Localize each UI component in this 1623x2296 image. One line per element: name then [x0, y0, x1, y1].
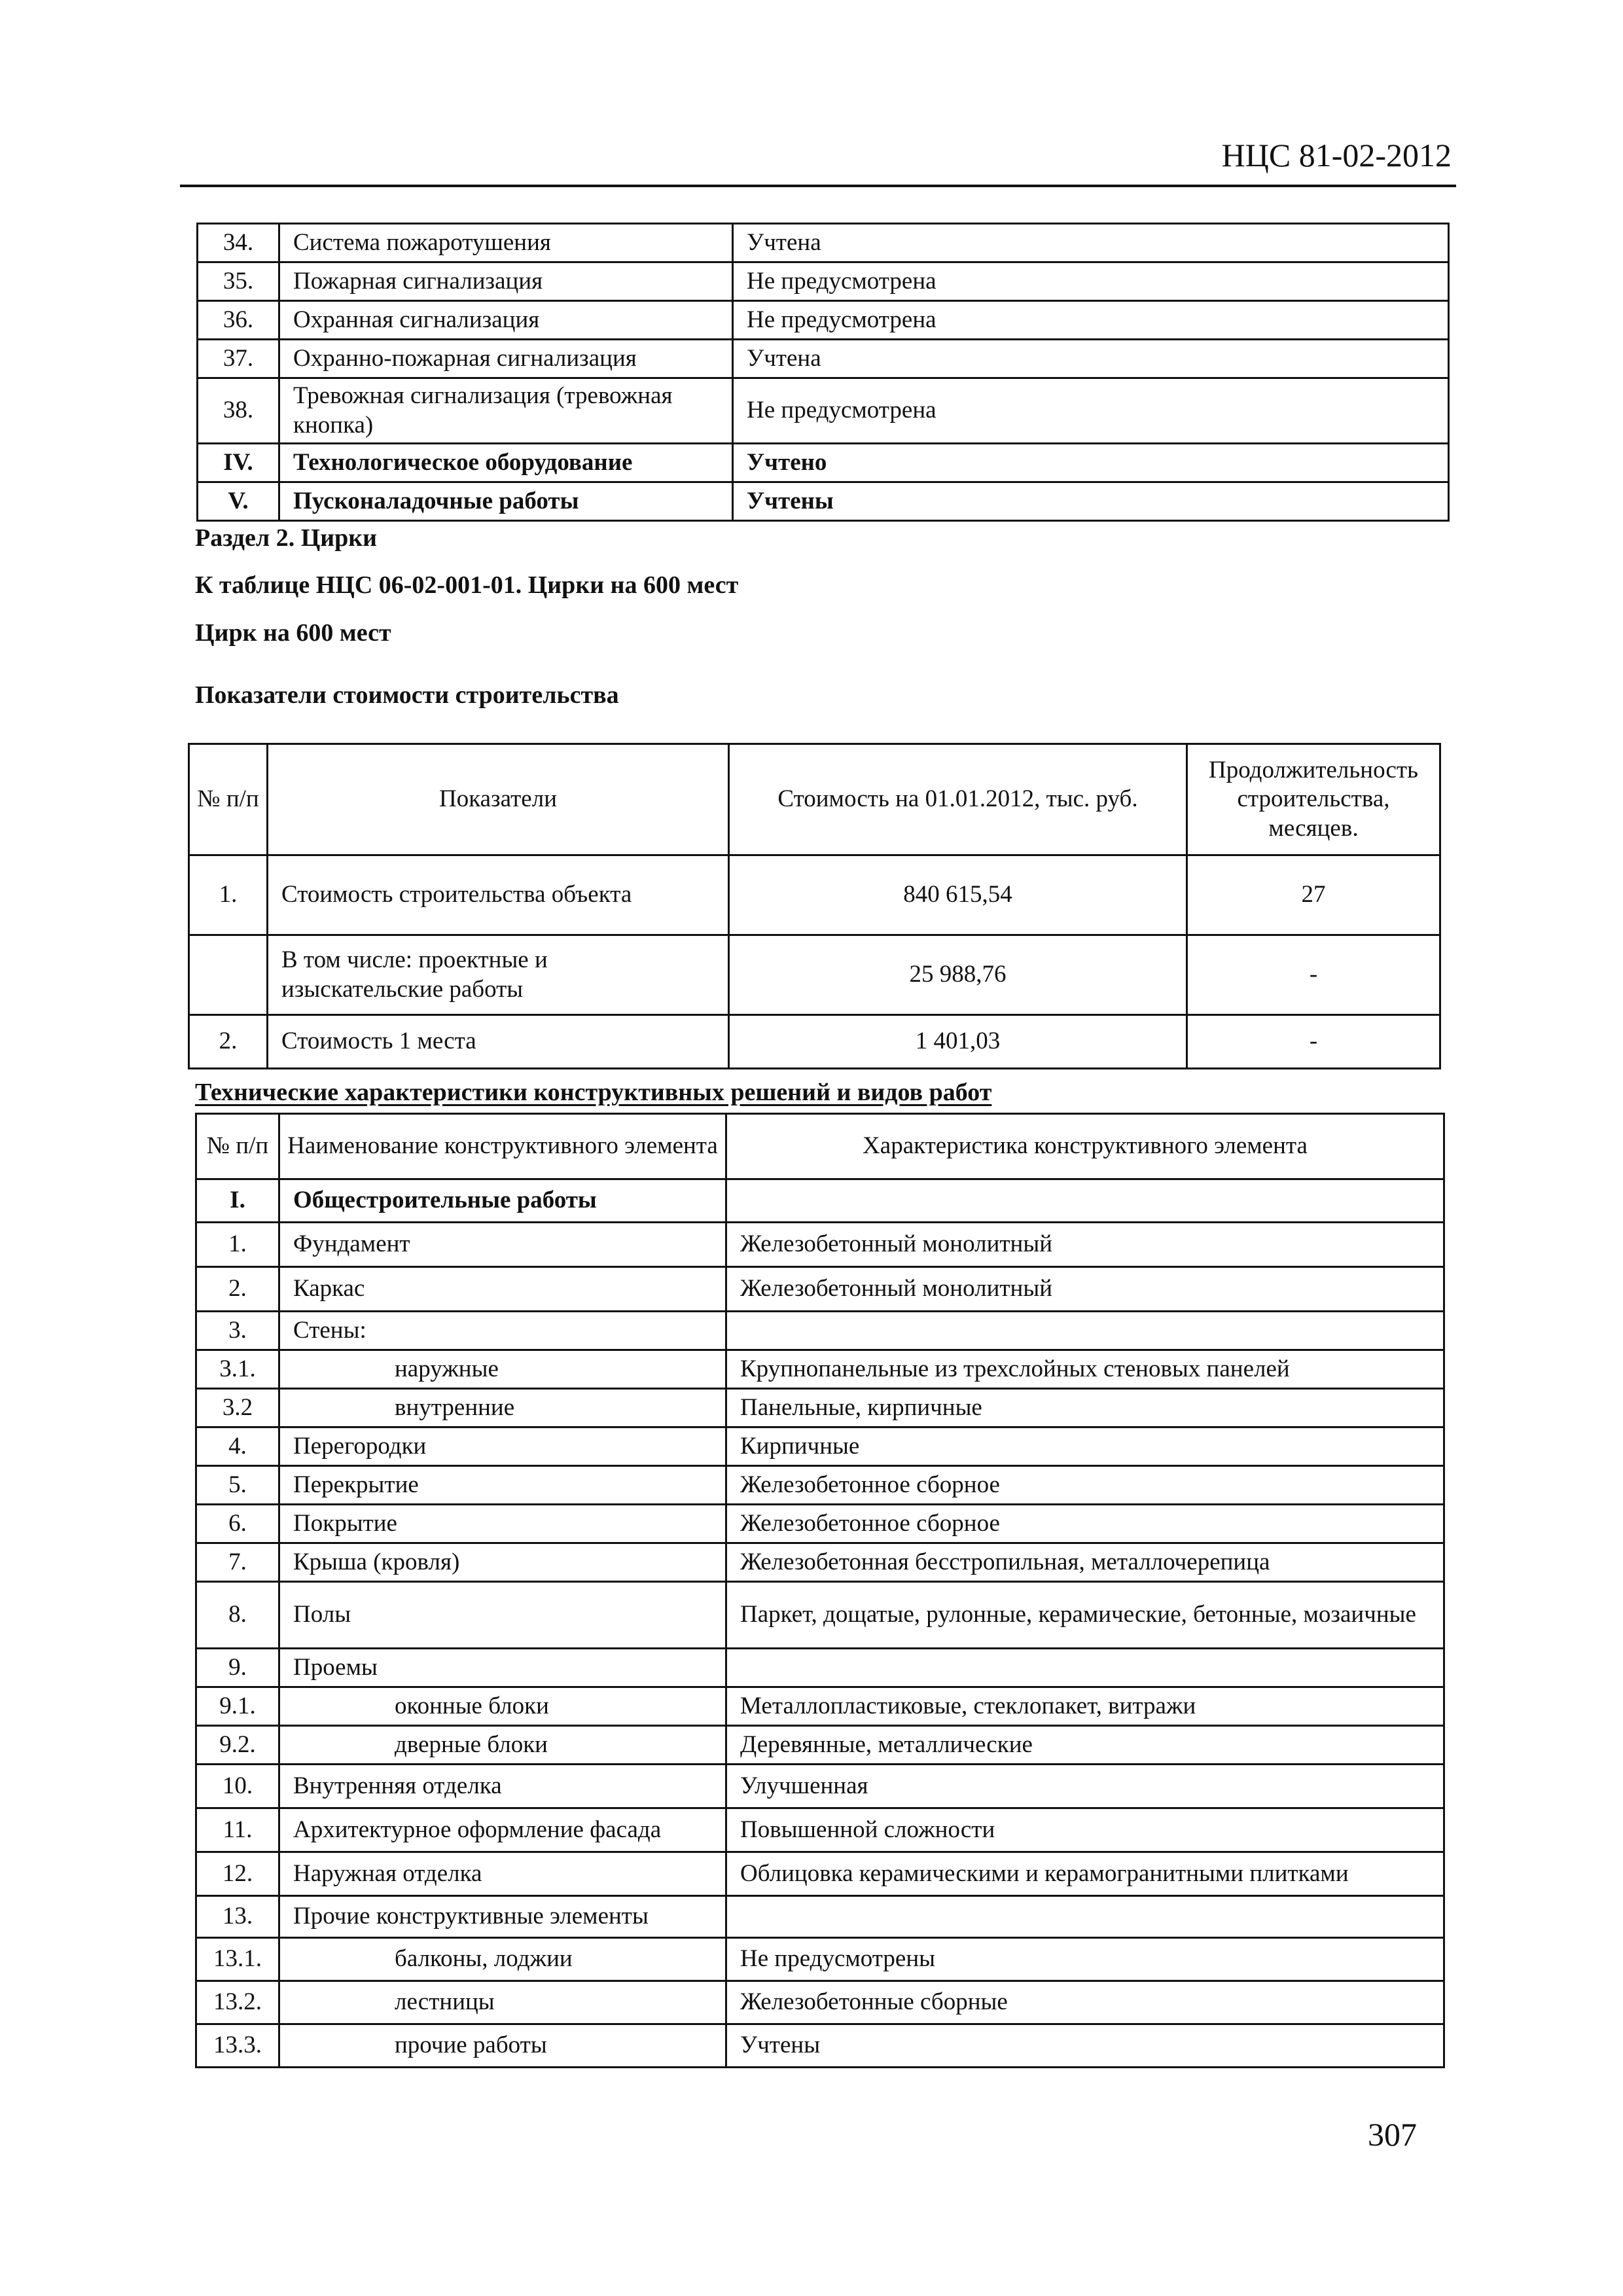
row-duration: 27 [1187, 855, 1440, 935]
table-row [189, 855, 1440, 935]
table-header-row [196, 1114, 1444, 1179]
row-characteristic: Не предусмотрены [726, 1938, 1444, 1981]
row-element: Архитектурное оформление фасада [279, 1808, 726, 1852]
table-row [196, 1179, 1444, 1223]
table-row [196, 1427, 1444, 1466]
table-row [196, 1350, 1444, 1389]
row-number: 9. [196, 1649, 279, 1687]
row-indicator: Стоимость 1 места [268, 1015, 729, 1069]
table-row [196, 1896, 1444, 1938]
row-value: Учтена [733, 340, 1449, 378]
page-number: 307 [1368, 2116, 1417, 2153]
table-row [189, 935, 1440, 1015]
table-row [196, 1808, 1444, 1852]
row-element: балконы, лоджии [279, 1938, 726, 1981]
table-row [196, 1543, 1444, 1582]
row-number: 3. [196, 1312, 279, 1350]
row-number: 36. [198, 301, 279, 340]
header-cost: Стоимость на 01.01.2012, тыс. руб. [729, 744, 1187, 855]
row-value: Учтено [733, 444, 1449, 482]
table-row [196, 2024, 1444, 2068]
row-characteristic: Железобетонный монолитный [726, 1223, 1444, 1267]
row-cost: 1 401,03 [729, 1015, 1187, 1069]
row-name: Пожарная сигнализация [279, 262, 733, 301]
row-value: Учтена [733, 224, 1449, 262]
row-number: 13.2. [196, 1981, 279, 2024]
row-characteristic: Металлопластиковые, стеклопакет, витражи [726, 1687, 1444, 1726]
row-element: Покрытие [279, 1505, 726, 1543]
document-code: НЦС 81-02-2012 [1221, 137, 1452, 173]
row-characteristic: Учтены [726, 2024, 1444, 2068]
row-duration: - [1187, 1015, 1440, 1069]
row-number: 7. [196, 1543, 279, 1582]
header-num: № п/п [189, 744, 268, 855]
row-characteristic: Крупнопанельные из трехслойных стеновых панелей [726, 1350, 1444, 1389]
row-number: 34. [198, 224, 279, 262]
table-row [196, 1726, 1444, 1765]
row-number: 9.2. [196, 1726, 279, 1765]
row-name: Тревожная сигнализация (тревожная кнопка) [279, 378, 733, 444]
row-characteristic: Железобетонные сборные [726, 1981, 1444, 2024]
table-row [196, 1505, 1444, 1543]
row-number: 9.1. [196, 1687, 279, 1726]
tech-heading: Технические характеристики конструктивных решений и видов работ [195, 1079, 992, 1106]
row-number: 35. [198, 262, 279, 301]
top-table [196, 223, 1450, 522]
row-name: Система пожаротушения [279, 224, 733, 262]
row-characteristic: Улучшенная [726, 1765, 1444, 1808]
row-characteristic [726, 1896, 1444, 1938]
table-row [198, 262, 1449, 301]
table-reference: К таблице НЦС 06-02-001-01. Цирки на 600 мест [195, 571, 739, 599]
row-number: 10. [196, 1765, 279, 1808]
table-row [196, 1981, 1444, 2024]
row-value: Не предусмотрена [733, 378, 1449, 444]
row-characteristic: Железобетонный монолитный [726, 1267, 1444, 1312]
row-number: 6. [196, 1505, 279, 1543]
table-row [196, 1649, 1444, 1687]
row-number: IV. [198, 444, 279, 482]
row-number: 2. [189, 1015, 268, 1069]
row-name: Охранно-пожарная сигнализация [279, 340, 733, 378]
row-number: 8. [196, 1582, 279, 1649]
row-element: Перегородки [279, 1427, 726, 1466]
row-value: Не предусмотрена [733, 301, 1449, 340]
row-characteristic: Кирпичные [726, 1427, 1444, 1466]
header-duration: Продолжительность строительства, месяцев. [1187, 744, 1440, 855]
row-element: внутренние [279, 1389, 726, 1427]
row-element: Каркас [279, 1267, 726, 1312]
row-characteristic [726, 1312, 1444, 1350]
table-row [198, 378, 1449, 444]
row-indicator: В том числе: проектные и изыскательские работы [268, 935, 729, 1015]
row-number: 12. [196, 1852, 279, 1896]
row-number: I. [196, 1179, 279, 1223]
object-title: Цирк на 600 мест [195, 619, 391, 647]
row-characteristic [726, 1649, 1444, 1687]
row-element: дверные блоки [279, 1726, 726, 1765]
row-element: Проемы [279, 1649, 726, 1687]
header-rule [180, 185, 1456, 187]
row-number: 11. [196, 1808, 279, 1852]
row-element: Стены: [279, 1312, 726, 1350]
row-element: наружные [279, 1350, 726, 1389]
row-characteristic: Повышенной сложности [726, 1808, 1444, 1852]
row-characteristic: Облицовка керамическими и керамогранитными плитками [726, 1852, 1444, 1896]
row-duration: - [1187, 935, 1440, 1015]
table-row [196, 1223, 1444, 1267]
header-characteristic: Характеристика конструктивного элемента [726, 1114, 1444, 1179]
header-element: Наименование конструктивного элемента [279, 1114, 726, 1179]
row-number: 3.1. [196, 1350, 279, 1389]
table-row [196, 1389, 1444, 1427]
row-number: 4. [196, 1427, 279, 1466]
row-characteristic: Железобетонное сборное [726, 1466, 1444, 1505]
header-indicator: Показатели [268, 744, 729, 855]
row-cost: 25 988,76 [729, 935, 1187, 1015]
table-row [196, 1938, 1444, 1981]
row-characteristic: Панельные, кирпичные [726, 1389, 1444, 1427]
row-element: Фундамент [279, 1223, 726, 1267]
row-characteristic: Паркет, дощатые, рулонные, керамические, бетонные, мозаичные [726, 1582, 1444, 1649]
table-row [196, 1466, 1444, 1505]
row-characteristic [726, 1179, 1444, 1223]
row-number: 1. [189, 855, 268, 935]
table-row [196, 1852, 1444, 1896]
row-number: 37. [198, 340, 279, 378]
row-number: 3.2 [196, 1389, 279, 1427]
row-number: 13.1. [196, 1938, 279, 1981]
row-number [189, 935, 268, 1015]
row-element: Крыша (кровля) [279, 1543, 726, 1582]
row-indicator: Стоимость строительства объекта [268, 855, 729, 935]
row-element: лестницы [279, 1981, 726, 2024]
row-characteristic: Деревянные, металлические [726, 1726, 1444, 1765]
table-row [198, 301, 1449, 340]
tech-table [195, 1113, 1445, 2068]
row-number: 2. [196, 1267, 279, 1312]
row-number: V. [198, 482, 279, 521]
cost-table [188, 743, 1441, 1069]
row-value: Учтены [733, 482, 1449, 521]
cost-heading: Показатели стоимости строительства [195, 681, 619, 709]
row-element: оконные блоки [279, 1687, 726, 1726]
table-row [196, 1582, 1444, 1649]
row-number: 13. [196, 1896, 279, 1938]
row-name: Технологическое оборудование [279, 444, 733, 482]
row-value: Не предусмотрена [733, 262, 1449, 301]
table-row [198, 444, 1449, 482]
table-row [198, 482, 1449, 521]
row-element: Прочие конструктивные элементы [279, 1896, 726, 1938]
table-row [196, 1312, 1444, 1350]
row-cost: 840 615,54 [729, 855, 1187, 935]
section-title: Раздел 2. Цирки [195, 524, 378, 552]
table-row [196, 1687, 1444, 1726]
row-element: Наружная отделка [279, 1852, 726, 1896]
row-element: Внутренняя отделка [279, 1765, 726, 1808]
row-number: 38. [198, 378, 279, 444]
row-element: Полы [279, 1582, 726, 1649]
table-row [198, 340, 1449, 378]
table-header-row [189, 744, 1440, 855]
table-row [198, 224, 1449, 262]
row-name: Пусконаладочные работы [279, 482, 733, 521]
row-characteristic: Железобетонное сборное [726, 1505, 1444, 1543]
row-name: Охранная сигнализация [279, 301, 733, 340]
row-element: Общестроительные работы [279, 1179, 726, 1223]
row-number: 1. [196, 1223, 279, 1267]
row-number: 5. [196, 1466, 279, 1505]
table-row [196, 1765, 1444, 1808]
row-element: Перекрытие [279, 1466, 726, 1505]
row-number: 13.3. [196, 2024, 279, 2068]
table-row [189, 1015, 1440, 1069]
row-element: прочие работы [279, 2024, 726, 2068]
table-row [196, 1267, 1444, 1312]
header-num: № п/п [196, 1114, 279, 1179]
row-characteristic: Железобетонная бесстропильная, металлочерепица [726, 1543, 1444, 1582]
